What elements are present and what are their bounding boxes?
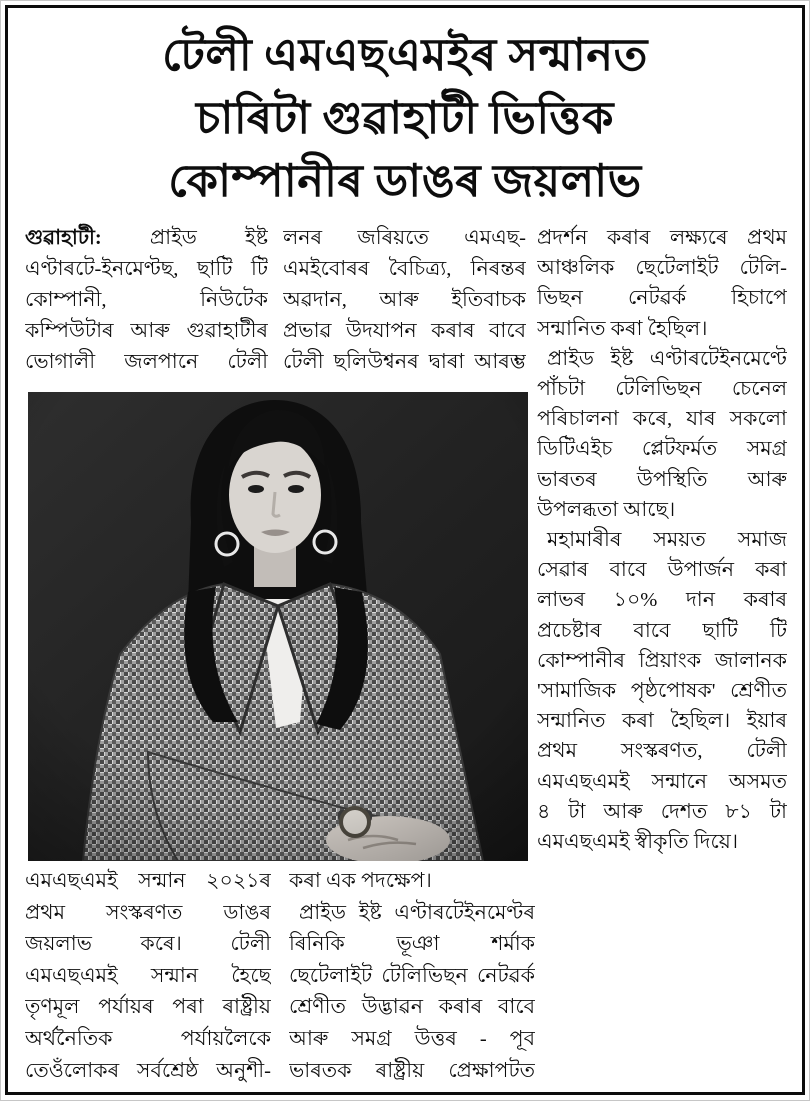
body-column-right [537, 223, 787, 857]
text-line: এণ্টাৰটে-ইনমেণ্টছ, ছাটি টি [25, 258, 268, 280]
woman-portrait-photo [28, 392, 528, 861]
text-line: সেৱাৰ বাবে উপাৰ্জন কৰা [537, 559, 787, 582]
text-line: সন্মানিত কৰা হৈছিল। ইয়াৰ [537, 710, 787, 733]
text-line: টেলী ছলিউশ্বনৰ দ্বাৰা আৰম্ভ [283, 351, 526, 373]
text-line: প্ৰদৰ্শন কৰাৰ লক্ষ্যৰে প্ৰথম [537, 227, 787, 249]
body-column-bottom-left [25, 866, 271, 1087]
text-line: প্ৰচেষ্টাৰ বাবে ছাটি টি [537, 619, 787, 642]
bottom-column-row [25, 866, 535, 1087]
headline-line-1: টেলী এমএছএমইৰ সন্মানত [162, 30, 648, 80]
text-line: আৰু সমগ্ৰ উত্তৰ - পূব [289, 1027, 535, 1050]
text-line: ভোগালী জলপানে টেলী [25, 351, 268, 373]
text-line: কম্পিউটাৰ আৰু গুৱাহাটীৰ [25, 320, 268, 342]
text-line: কোম্পানীৰ প্ৰিয়াংক জালানক [537, 649, 787, 672]
text-line: সন্মানিত কৰা হৈছিল। [537, 317, 708, 340]
text-line: প্ৰভাৱ উদযাপন কৰাৰ বাবে [283, 320, 526, 342]
body-column-top-left [25, 223, 268, 378]
body-column-bottom-middle [289, 866, 535, 1087]
headline-line-2: চাৰিটা গুৱাহাটী ভিত্তিক [196, 93, 614, 143]
text-line: লনৰ জৰিয়তে এমএছ- [283, 227, 526, 249]
text-line: ভাৰতৰ উপস্থিতি আৰু [537, 468, 787, 491]
text-line: ছেটেলাইট টেলিভিছন নেটৱৰ্ক [289, 964, 535, 987]
text-line: এমইবোৰৰ বৈচিত্ৰ্য, নিৰন্তৰ [283, 258, 526, 280]
text-line: এমএছএমই স্বীকৃতি দিয়ে। [537, 831, 739, 854]
text-line: তৃণমূল পৰ্যায়ৰ পৰা ৰাষ্ট্ৰীয় [25, 996, 271, 1019]
article-headline [40, 24, 770, 213]
text-line: অৱদান, আৰু ইতিবাচক [283, 289, 526, 311]
photo-vignette [28, 392, 528, 861]
text-line: প্ৰাইড ইষ্ট এণ্টাৰটেইনমেণ্টে [547, 347, 787, 370]
text-line: 'সামাজিক পৃষ্ঠপোষক' শ্ৰেণীত [537, 680, 787, 703]
text-line: ভাৰতক ৰাষ্ট্ৰীয় প্ৰেক্ষাপটত [289, 1059, 535, 1082]
text-line: আঞ্চলিক ছেটেলাইট টেলি- [537, 257, 787, 280]
body-column-top-middle [283, 223, 526, 378]
dateline-bold: গুৱাহাটী: [25, 227, 102, 249]
article-photo [28, 392, 528, 861]
text-line: গুৱাহাটী: প্ৰাইড ইষ্ট [25, 227, 268, 249]
top-column-row [25, 223, 527, 378]
text-line: প্ৰাইড ইষ্ট এণ্টাৰটেইনমেণ্টৰ [299, 901, 535, 924]
text-line: উপলব্ধতা আছে। [537, 498, 676, 521]
text-line: এমএছএমই সন্মানে অসমত [537, 770, 787, 793]
text-line: ৪ টা আৰু দেশত ৮১ টা [537, 800, 787, 823]
text-line: এমএছএমই সন্মান ২০২১ৰ [25, 870, 271, 892]
text-line: শ্ৰেণীত উদ্ভাৱন কৰাৰ বাবে [289, 996, 535, 1019]
text-line: তেওঁলোকৰ সৰ্বশ্ৰেষ্ঠ অনুশী- [25, 1059, 271, 1082]
text-line: ভিছন নেটৱৰ্ক হিচাপে [537, 287, 787, 310]
text-line: কোম্পানী, নিউটেক [25, 289, 268, 311]
text-line: জয়লাভ কৰে। টেলী [25, 933, 271, 956]
text-line: মহামাৰীৰ সময়ত সমাজ [547, 529, 787, 552]
text-line: এমএছএমই সন্মান হৈছে [25, 964, 271, 987]
text-line: প্ৰথম সংস্কৰণত ডাঙৰ [25, 901, 271, 924]
text-line: প্ৰথম সংস্কৰণত, টেলী [537, 740, 787, 763]
text-line: ৰিনিকি ভূঞা শৰ্মাক [289, 933, 535, 956]
text-line: পাঁচটা টেলিভিছন চেনেল [537, 378, 787, 401]
text-line: ডিটিএইচ প্লেটফৰ্মত সমগ্ৰ [537, 438, 787, 461]
text-line: কৰা এক পদক্ষেপ। [289, 870, 432, 892]
text-line: লাভৰ ১০% দান কৰাৰ [537, 589, 787, 612]
text-line: পৰিচালনা কৰে, যাৰ সকলো [537, 408, 787, 431]
headline-line-3: কোম্পানীৰ ডাঙৰ জয়লাভ [168, 156, 642, 206]
text-line: অৰ্থনৈতিক পৰ্যায়লৈকে [25, 1027, 271, 1050]
